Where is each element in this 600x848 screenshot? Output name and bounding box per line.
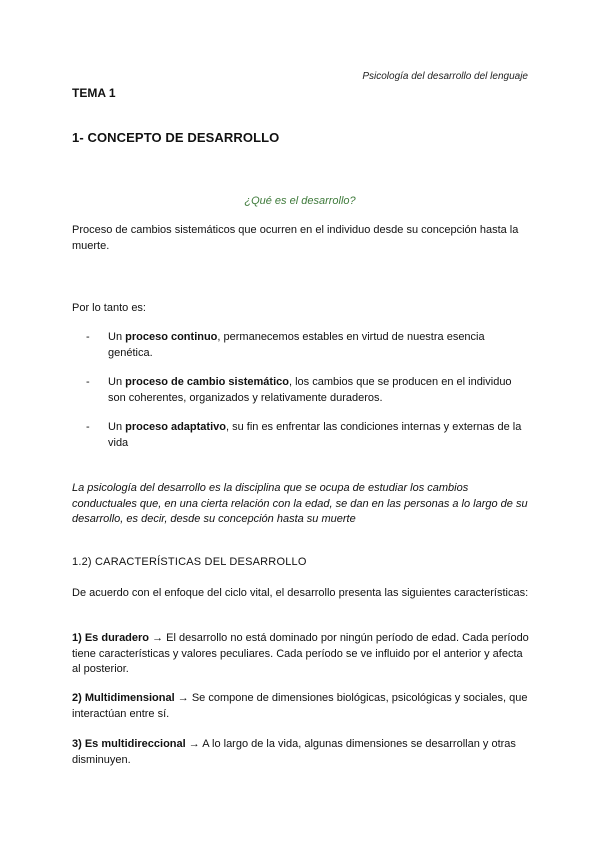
list-dash: - (86, 376, 90, 388)
list-item-text (108, 420, 532, 451)
list-item-term: proceso adaptativo (125, 421, 226, 433)
list-item (86, 375, 532, 406)
list-item-term: proceso de cambio sistemático (125, 376, 289, 388)
characteristic-term: 1) Es duradero (72, 632, 150, 644)
list-item-prefix: Un (108, 421, 126, 433)
characteristic-term: 3) Es multidireccional (72, 738, 186, 750)
characteristic-item (72, 691, 534, 722)
definition-paragraph: Proceso de cambios sistemáticos que ocurren en el individuo desde su concepción hasta la muerte. (72, 224, 519, 252)
characteristic-description: Se compone de dimensiones biológicas, psicológicas y sociales, que interactúan entre sí. (72, 692, 528, 720)
characteristic-item (72, 737, 534, 768)
arrow-icon: → (149, 632, 167, 644)
list-item-description: , permanecemos estables en virtud de nuestra esencia genética. (108, 331, 485, 359)
characteristic-description: El desarrollo no está dominado por ningún período de edad. Cada período tiene características y valores peculiares. Cada período se ve influido por el anterior y afecta al posterior. (72, 632, 529, 675)
list-item-description: , su fin es enfrentar las condiciones internas y externas de la vida (108, 421, 522, 449)
characteristic-description: A lo largo de la vida, algunas dimensiones se desarrollan y otras disminuyen. (72, 738, 516, 766)
list-item (86, 330, 532, 361)
list-dash: - (86, 331, 90, 343)
list-item-prefix: Un (108, 331, 126, 343)
list-item-text (108, 330, 532, 361)
characteristic-term: 2) Multidimensional (72, 692, 175, 704)
list-item-prefix: Un (108, 376, 126, 388)
subsection-intro: De acuerdo con el enfoque del ciclo vital, el desarrollo presenta las siguientes características: (72, 587, 529, 599)
topic-label: TEMA 1 (72, 86, 116, 100)
characteristic-item (72, 631, 534, 678)
list-item (86, 420, 532, 451)
section-title: 1- CONCEPTO DE DESARROLLO (72, 130, 280, 145)
subsection-heading: 1.2) CARACTERÍSTICAS DEL DESARROLLO (72, 556, 307, 568)
list-item-text (108, 375, 532, 406)
list-dash: - (86, 421, 90, 433)
arrow-icon: → (174, 692, 192, 704)
running-header: Psicología del desarrollo del lenguaje (362, 71, 528, 82)
psychology-definition: La psicología del desarrollo es la disciplina que se ocupa de estudiar los cambios conductuales que, en una cierta relación con la edad, se dan en las personas a lo largo de su desarrollo, es decir, desde su concepción hasta su muerte (72, 482, 528, 525)
list-item-term: proceso continuo (125, 331, 218, 343)
list-item-description: , los cambios que se producen en el individuo son coherentes, organizados y relativamente duraderos. (108, 376, 512, 404)
arrow-icon: → (185, 738, 203, 750)
lead-in-text: Por lo tanto es: (72, 302, 146, 314)
question-heading: ¿Qué es el desarrollo? (244, 195, 356, 207)
